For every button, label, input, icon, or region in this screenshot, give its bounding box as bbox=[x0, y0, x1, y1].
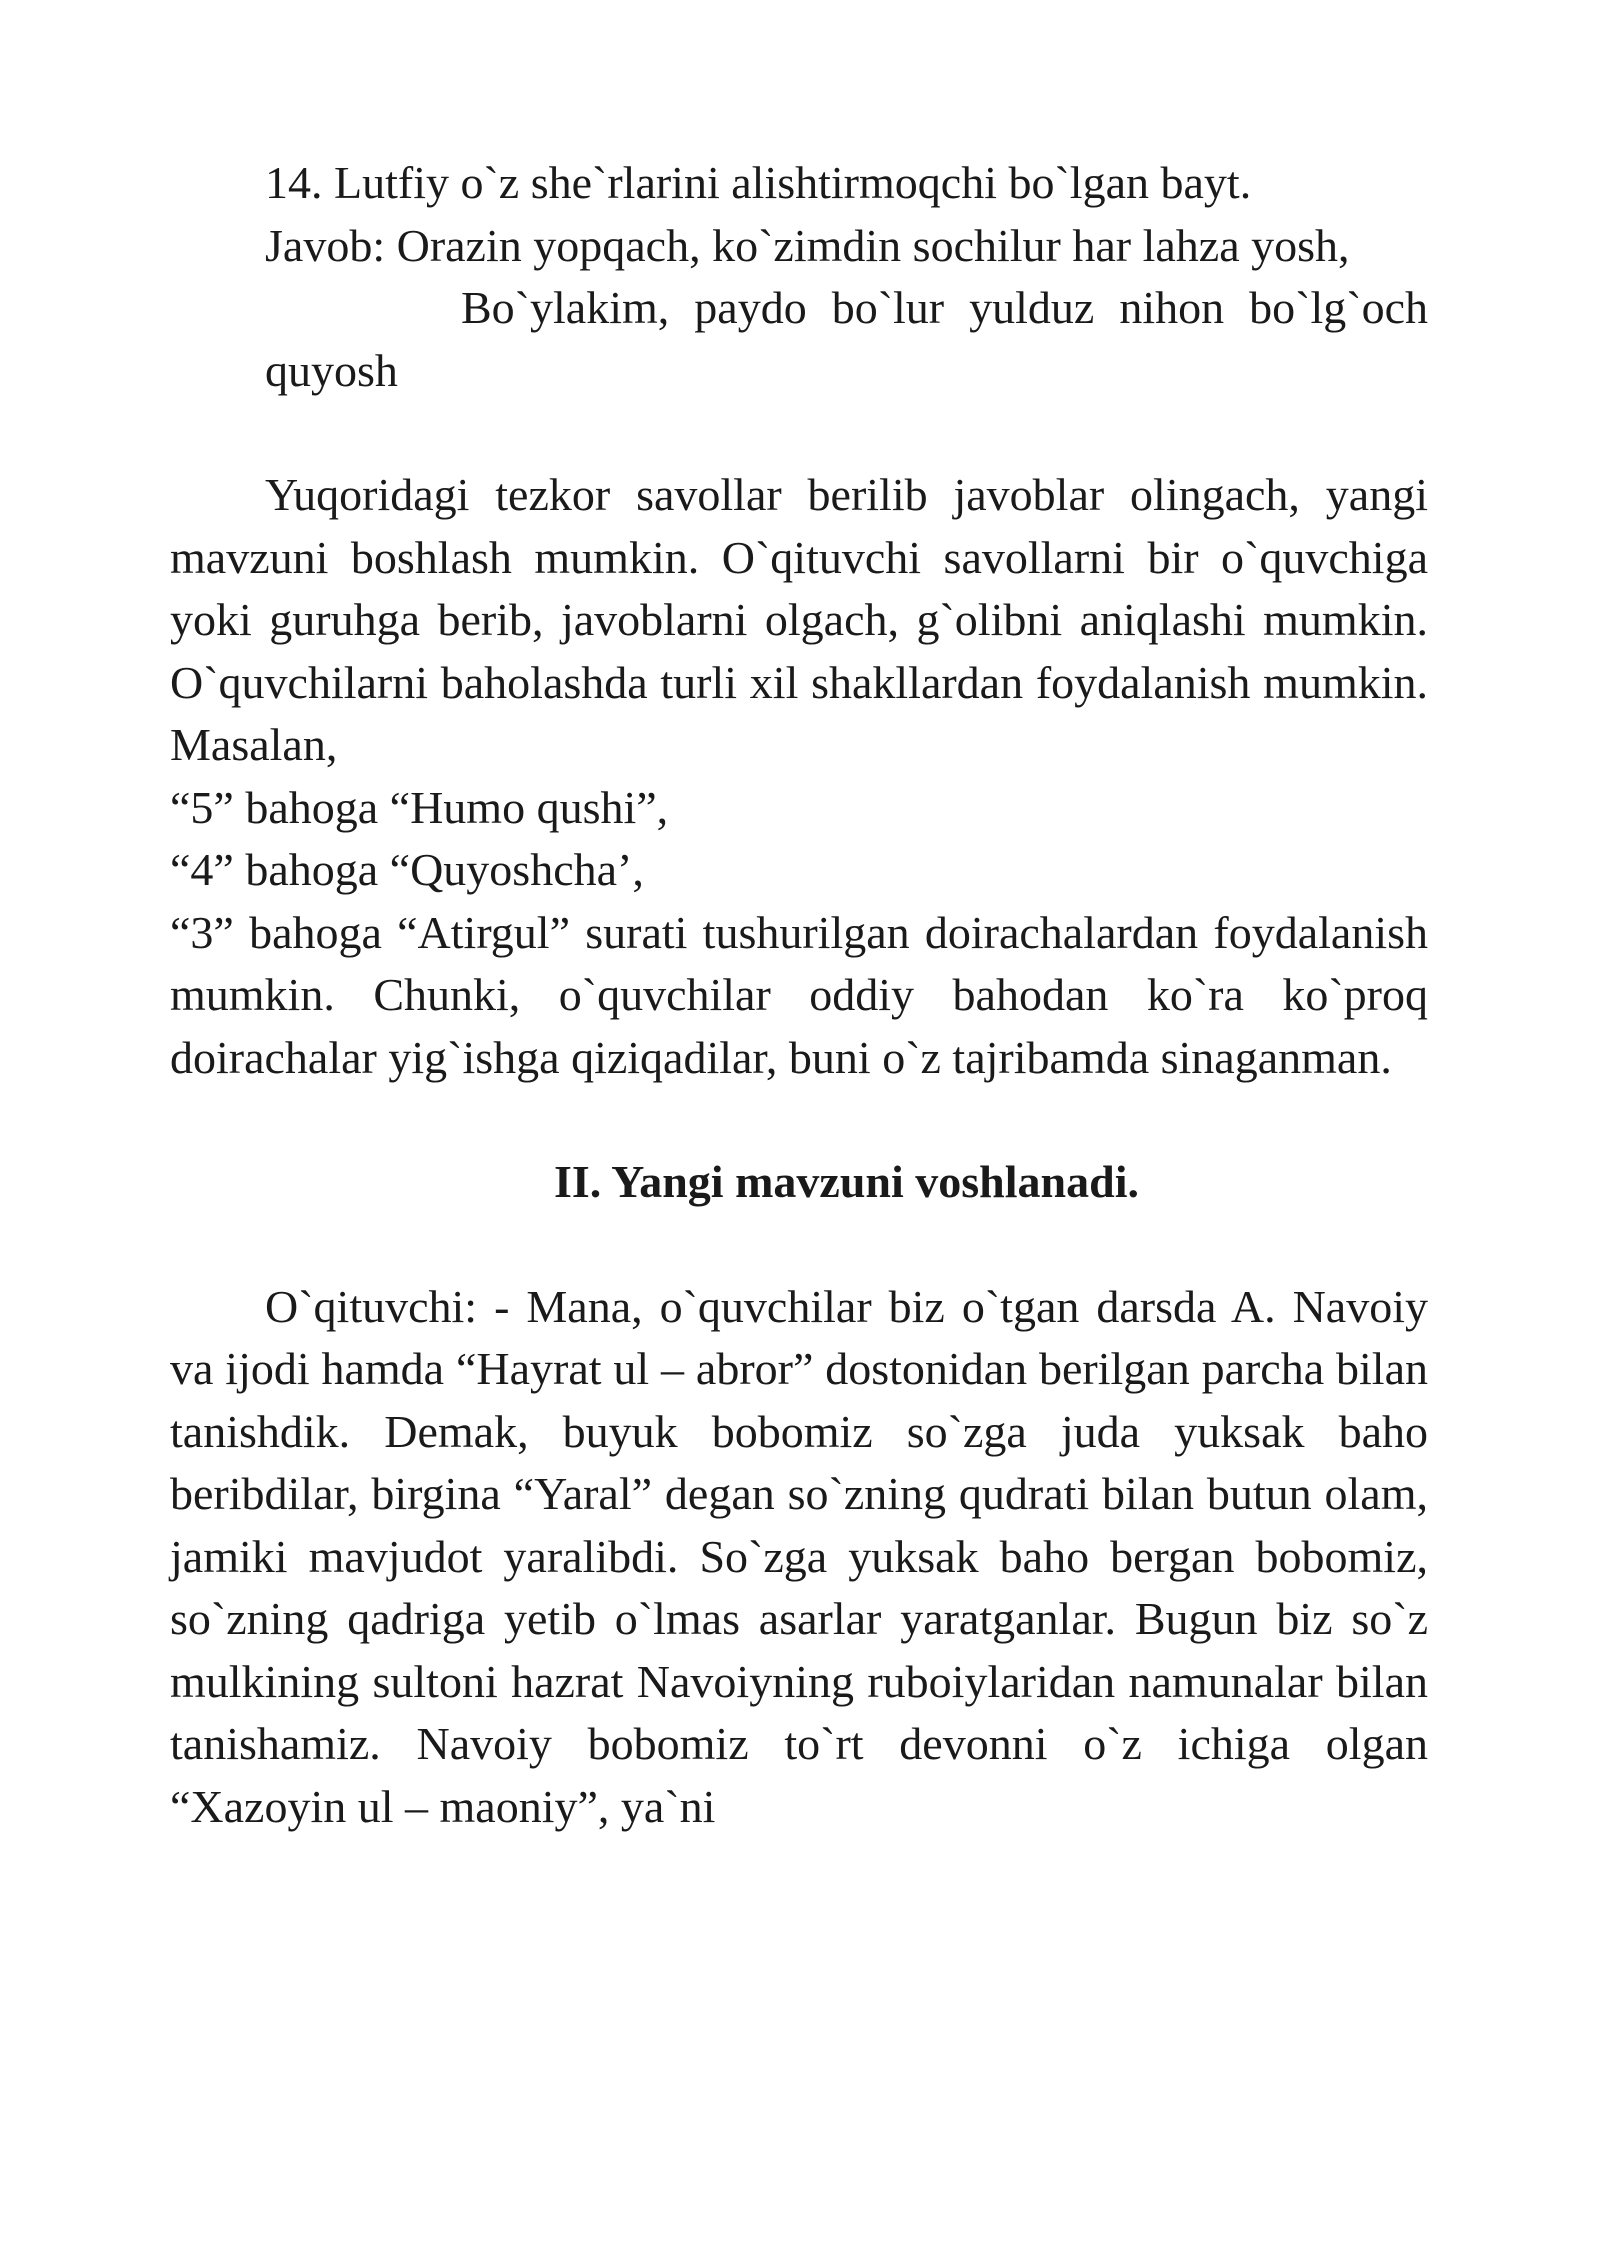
paragraph-teacher: O`qituvchi: - Mana, o`quvchilar biz o`tgan darsda A. Navoiy va ijodi hamda “Hayrat ul – abror” dostonidan berilgan parcha bilan tanishdik. Demak, buyuk bobomiz so`zga juda yuksak baho beribdilar, birgina “Yaral” degan so`zning qudrati bilan butun olam, jamiki mavjudot yaralibdi. So`zga yuksak baho bergan bobomiz, so`zning qadriga yetib o`lmas asarlar yaratganlar. Bugun biz so`z mulkining sultoni hazrat Navoiyning ruboiylaridan namunalar bilan tanishamiz. Navoiy bobomiz to`rt devonni o`z ichiga olgan “Xazoyin ul – maoniy”, ya`ni bbox=[170, 1280, 1428, 1832]
question-block bbox=[170, 152, 1428, 402]
answer-line-1: Javob: Orazin yopqach, ko`zimdin sochilur har lahza yosh, bbox=[265, 219, 1350, 271]
answer-line-2: Bo`ylakim, paydo bo`lur yulduz nihon bo`lg`och quyosh bbox=[265, 282, 1428, 396]
grade-4-line: “4” bahoga “Quyoshcha’, bbox=[170, 844, 644, 895]
grade-3-paragraph: “3” bahoga “Atirgul” surati tushurilgan doirachalardan foydalanish mumkin. Chunki, o`quvchilar oddiy bahodan ko`ra ko`proq doirachalar yig`ishga qiziqadilar, buni o`z tajribamda sinaganman. bbox=[170, 906, 1428, 1083]
spacer bbox=[170, 1089, 1428, 1151]
document-page bbox=[170, 152, 1428, 1838]
question-item: 14. Lutfiy o`z she`rlarini alishtirmoqchi bo`lgan bayt. bbox=[265, 157, 1252, 208]
grade-5-line: “5” bahoga “Humo qushi”, bbox=[170, 781, 669, 833]
section-heading: II. Yangi mavzuni voshlanadi. bbox=[554, 1156, 1139, 1207]
spacer bbox=[170, 402, 1428, 464]
spacer bbox=[170, 1214, 1428, 1276]
paragraph-intro: Yuqoridagi tezkor savollar berilib javoblar olingach, yangi mavzuni boshlash mumkin. O`qituvchi savollarni bir o`quvchiga yoki guruhga berib, javoblarni olgach, g`olibni aniqlashi mumkin. O`quvchilarni baholashda turli xil shakllardan foydalanish mumkin. Masalan, bbox=[170, 469, 1428, 770]
